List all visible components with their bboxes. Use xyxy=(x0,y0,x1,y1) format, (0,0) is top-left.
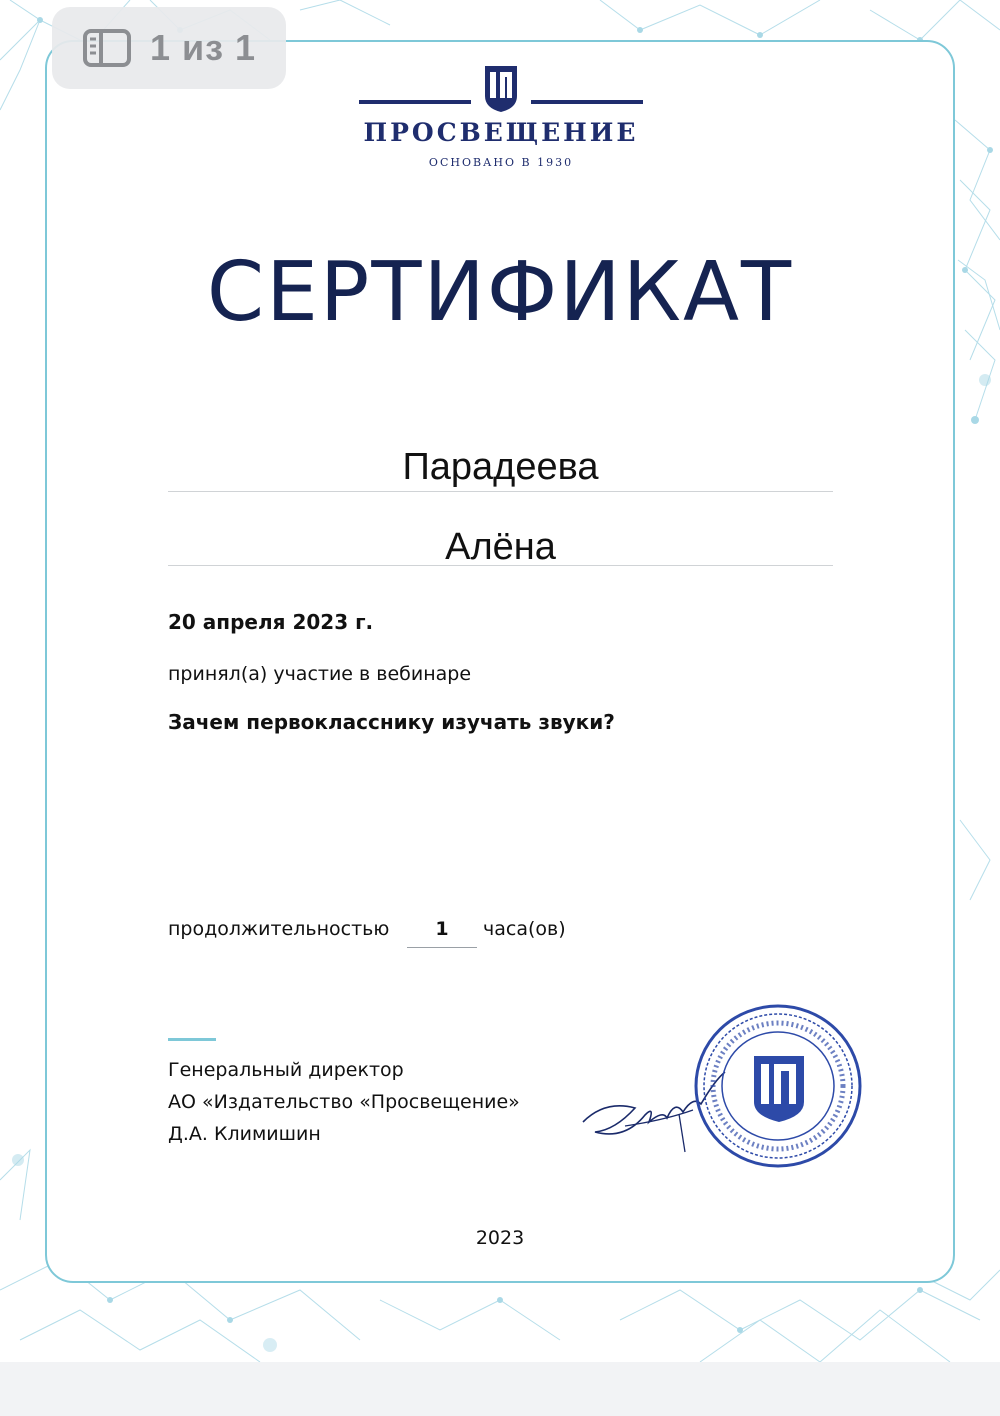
certificate-year: 2023 xyxy=(475,1227,525,1249)
certificate-title: СЕРТИФИКАТ xyxy=(206,245,794,340)
page-indicator-text: 1 из 1 xyxy=(150,27,257,68)
duration-unit: часа(ов) xyxy=(483,918,566,940)
signatory-position: Генеральный директор xyxy=(168,1059,404,1081)
logo-emblem-icon xyxy=(355,62,647,118)
participation-text: принял(а) участие в вебинаре xyxy=(168,663,472,685)
signatory-name: Д.А. Климишин xyxy=(168,1123,321,1145)
company-seal xyxy=(686,998,866,1173)
webinar-title: Зачем первокласснику изучать звуки? xyxy=(168,710,615,734)
sidebar-panel-icon[interactable] xyxy=(82,28,132,68)
page-indicator[interactable] xyxy=(52,7,286,89)
duration-value: 1 xyxy=(407,918,477,948)
participant-surname: Парадеева xyxy=(168,446,833,492)
duration-label: продолжительностью xyxy=(168,918,390,940)
event-date: 20 апреля 2023 г. xyxy=(168,610,374,634)
participant-first-name: Алёна xyxy=(168,526,833,566)
accent-divider xyxy=(168,1038,216,1041)
logo-title: ПРОСВЕЩЕНИЕ xyxy=(363,118,639,147)
logo-subtitle: ОСНОВАНО В 1930 xyxy=(428,156,574,169)
signatory-organization: АО «Издательство «Просвещение» xyxy=(168,1091,520,1113)
prosveshchenie-logo xyxy=(355,62,647,174)
